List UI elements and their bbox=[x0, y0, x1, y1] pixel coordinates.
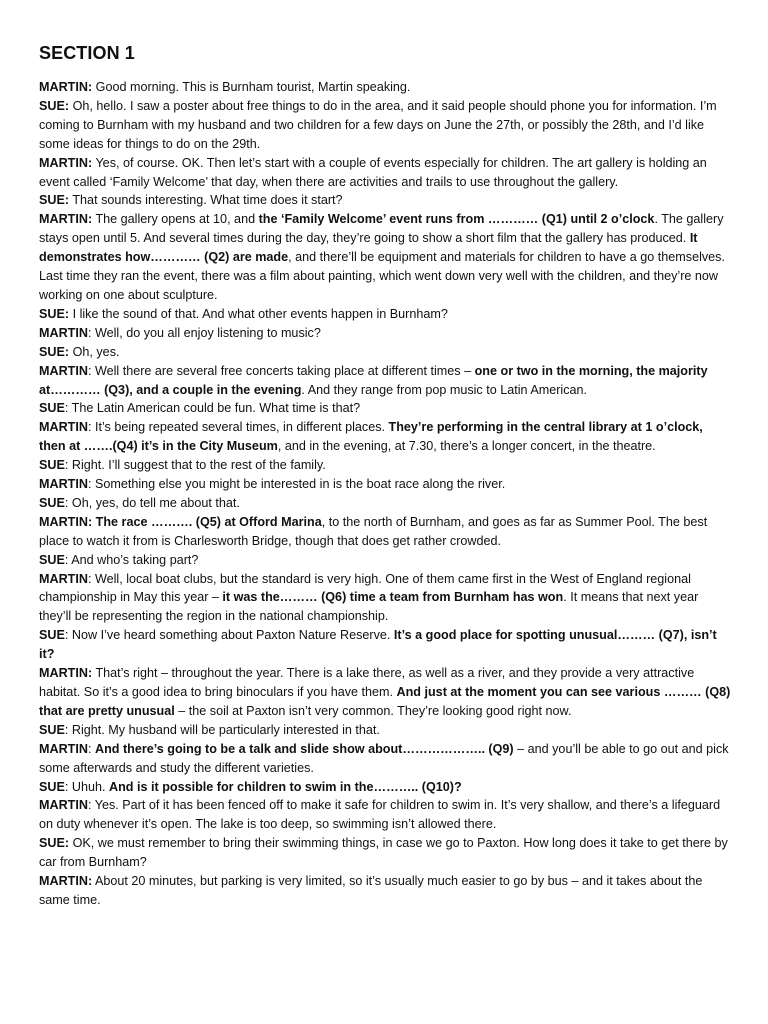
dialogue-line bbox=[39, 513, 731, 551]
dialogue-line bbox=[39, 796, 731, 834]
dialogue-line bbox=[39, 721, 731, 740]
dialogue-line bbox=[39, 324, 731, 343]
question-gap-text: one or two in the morning, the majority at………… (Q3), and a couple in the evening bbox=[39, 363, 708, 397]
dialogue-text: . And they range from pop music to Latin American. bbox=[301, 382, 588, 397]
dialogue-text: : bbox=[87, 741, 95, 756]
dialogue-text: – the soil at Paxton isn’t very common. They’re looking good right now. bbox=[174, 703, 572, 718]
question-gap-text: And there’s going to be a talk and slide show about……………….. (Q9) bbox=[94, 741, 514, 756]
speaker-label: SUE bbox=[39, 779, 65, 794]
speaker-label: SUE bbox=[39, 552, 65, 567]
dialogue-text: , to the north of Burnham, and goes as far as Summer Pool. The best place to watch it from is Charlesworth Bridge, though that does get rather crowded. bbox=[39, 514, 708, 548]
dialogue-line bbox=[39, 362, 731, 400]
dialogue-text: : Something else you might be interested in is the boat race along the river. bbox=[87, 477, 506, 492]
speaker-label: MARTIN bbox=[39, 571, 88, 586]
dialogue-text: : Now I’ve heard something about Paxton Nature Reserve. bbox=[64, 628, 394, 643]
dialogue-text: : Right. My husband will be particularly interested in that. bbox=[64, 722, 380, 737]
section-title: SECTION 1 bbox=[39, 43, 135, 63]
speaker-label: SUE bbox=[39, 401, 65, 416]
dialogue-text: : The Latin American could be fun. What time is that? bbox=[64, 401, 361, 416]
dialogue-line bbox=[39, 475, 731, 494]
speaker-label: MARTIN: bbox=[39, 666, 93, 681]
dialogue-text: . It means that next year they’ll be representing the region in the national championship. bbox=[39, 590, 699, 624]
dialogue-line bbox=[39, 305, 731, 324]
speaker-label: MARTIN bbox=[39, 741, 88, 756]
dialogue-text: : Right. I’ll suggest that to the rest of the family. bbox=[64, 458, 326, 473]
speaker-label: MARTIN bbox=[39, 420, 88, 435]
speaker-label: SUE bbox=[39, 628, 65, 643]
dialogue-line bbox=[39, 626, 731, 664]
speaker-label: SUE bbox=[39, 495, 65, 510]
dialogue-line bbox=[39, 343, 731, 362]
question-gap-text: the ‘Family Welcome’ event runs from ………… (Q1) until 2 o’clock bbox=[258, 212, 655, 227]
dialogue-line bbox=[39, 418, 731, 456]
speaker-label: MARTIN: bbox=[39, 80, 93, 94]
dialogue-text: – and you’ll be able to go out and pick some afterwards and study the different varieties. bbox=[39, 741, 729, 775]
dialogue-text: The gallery opens at 10, and bbox=[92, 212, 259, 227]
speaker-label: SUE bbox=[39, 722, 65, 737]
question-gap-text: They’re performing in the central library at 1 o’clock, then at …….(Q4) it’s in the City Museum bbox=[39, 420, 703, 454]
dialogue-line bbox=[39, 210, 731, 305]
speaker-label: SUE: bbox=[39, 344, 70, 359]
dialogue-text: Good morning. This is Burnham tourist, Martin speaking. bbox=[92, 80, 411, 94]
speaker-label: SUE: bbox=[39, 193, 70, 208]
dialogue-line bbox=[39, 570, 731, 627]
dialogue-text: : Well, local boat clubs, but the standard is very high. One of them came first in the West of England regional championship in May this year – bbox=[39, 571, 691, 605]
question-gap-text: The race ………. (Q5) at Offord Marina bbox=[95, 514, 322, 529]
speaker-label: MARTIN: bbox=[39, 514, 93, 529]
dialogue-line bbox=[39, 664, 731, 721]
transcript bbox=[39, 78, 731, 910]
speaker-label: MARTIN: bbox=[39, 212, 93, 227]
dialogue-text: , and there’ll be equipment and materials for children to have a go themselves. Last time they ran the event, there was a film about painting, which went down very well with the children, and they’re now working on one about sculpture. bbox=[39, 250, 725, 302]
dialogue-line bbox=[39, 97, 731, 154]
question-gap-text: And is it possible for children to swim in the……….. (Q10)? bbox=[109, 779, 462, 794]
dialogue-text: : And who’s taking part? bbox=[64, 552, 199, 567]
dialogue-text: Yes, of course. OK. Then let’s start with a couple of events especially for children. The art gallery is holding an event called ‘Family Welcome’ that day, when there are activities and trails to use throughout the gallery. bbox=[39, 155, 707, 189]
dialogue-text: That sounds interesting. What time does it start? bbox=[69, 193, 343, 208]
speaker-label: MARTIN: bbox=[39, 155, 93, 170]
dialogue-text: I like the sound of that. And what other events happen in Burnham? bbox=[69, 306, 448, 321]
dialogue-text: Oh, hello. I saw a poster about free things to do in the area, and it said people should phone you for information. I’m coming to Burnham with my husband and two children for a few days on June the 27th, or possibly the 28th, and I’d like some ideas for things to do on the 29th. bbox=[39, 98, 717, 151]
dialogue-line bbox=[39, 191, 731, 210]
speaker-label: SUE: bbox=[39, 98, 70, 113]
dialogue-line bbox=[39, 78, 731, 97]
dialogue-line bbox=[39, 872, 731, 910]
speaker-label: SUE: bbox=[39, 306, 70, 321]
speaker-label: MARTIN bbox=[39, 798, 88, 813]
question-gap-text: It’s a good place for spotting unusual……… (Q7), isn’t it? bbox=[39, 628, 717, 662]
dialogue-line bbox=[39, 154, 731, 192]
dialogue-line bbox=[39, 494, 731, 513]
dialogue-text: Oh, yes. bbox=[69, 344, 120, 359]
dialogue-text: About 20 minutes, but parking is very limited, so it’s usually much easier to go by bus – and it takes about the same time. bbox=[39, 874, 703, 907]
dialogue-line bbox=[39, 456, 731, 475]
dialogue-text: , and in the evening, at 7.30, there’s a longer concert, in the theatre. bbox=[277, 439, 656, 454]
speaker-label: SUE bbox=[39, 458, 65, 473]
dialogue-text: : Well there are several free concerts taking place at different times – bbox=[87, 363, 475, 378]
speaker-label: MARTIN bbox=[39, 325, 88, 340]
speaker-label: MARTIN bbox=[39, 363, 88, 378]
dialogue-line bbox=[39, 740, 731, 778]
question-gap-text: And just at the moment you can see various ……… (Q8) that are pretty unusual bbox=[39, 685, 731, 718]
dialogue-line bbox=[39, 778, 731, 797]
dialogue-text: OK, we must remember to bring their swimming things, in case we go to Paxton. How long does it take to get there by car from Burnham? bbox=[39, 836, 728, 870]
dialogue-text: : Oh, yes, do tell me about that. bbox=[64, 495, 240, 510]
speaker-label: MARTIN: bbox=[39, 874, 93, 889]
dialogue-line bbox=[39, 834, 731, 872]
dialogue-line bbox=[39, 551, 731, 570]
speaker-label: MARTIN bbox=[39, 477, 88, 492]
speaker-label: SUE: bbox=[39, 836, 70, 851]
dialogue-text: : Uhuh. bbox=[64, 779, 110, 794]
dialogue-text: : Well, do you all enjoy listening to music? bbox=[87, 325, 321, 340]
dialogue-line bbox=[39, 399, 731, 418]
dialogue-text: : Yes. Part of it has been fenced off to make it safe for children to swim in. It’s very shallow, and there’s a lifeguard on duty whenever it’s open. The lake is too deep, so swimming isn’t allowed there. bbox=[39, 798, 721, 832]
dialogue-text: That’s right – throughout the year. There is a lake there, as well as a river, and they provide a very attractive habitat. So it’s a good idea to bring binoculars if you have them. bbox=[39, 666, 695, 699]
dialogue-text: : It’s being repeated several times, in different places. bbox=[87, 420, 389, 435]
question-gap-text: It demonstrates how………… (Q2) are made bbox=[39, 231, 698, 265]
document-page bbox=[39, 40, 731, 910]
dialogue-text: . The gallery stays open until 5. And several times during the day, they’re going to show a short film that the gallery has produced. bbox=[39, 212, 724, 246]
question-gap-text: it was the……… (Q6) time a team from Burnham has won bbox=[222, 590, 564, 605]
